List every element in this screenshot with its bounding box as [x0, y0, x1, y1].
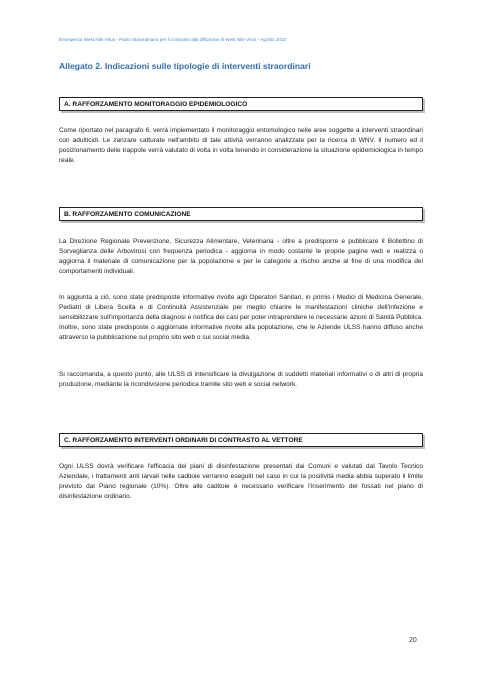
- section-a-heading-box: [59, 97, 423, 111]
- page-number: 20: [409, 637, 417, 644]
- section-a-heading: A. RAFFORZAMENTO MONITORAGGIO EPIDEMIOLOGICO: [64, 100, 248, 108]
- running-header: Emergenza West Nile Virus - Piano Straordinario per il contrasto alla diffusione di West Nile Virus - Agosto 2022: [59, 37, 287, 42]
- section-b-paragraph-1: La Direzione Regionale Prevenzione, Sicurezza Alimentare, Veterinaria - oltre a predisporre e pubblicare il Bollettino di Sorveglianza delle Arbovirosi con frequenza periodica - aggiorna in modo costante le proprie pagine web e realizza o aggiorna il materiale di comunicazione per la popolazione e per le categorie a rischio anche al fine di una modifica dei comportamenti individuali.: [59, 238, 423, 275]
- section-a-paragraph-1: Come riportato nel paragrafo 6. verrà implementato il monitoraggio entomologico nelle aree soggette a interventi straordinari con adulticidi. Le zanzare catturate nell'ambito di tale attività verranno analizzate per la ricerca di WNV. Il numero ed il posizionamento delle trappole verrà valutato di volta in volta tenendo in considerazione la situazione epidemiologica in tempo reale.: [59, 127, 423, 164]
- section-c-paragraph-1: Ogni ULSS dovrà verificare l'efficacia dei piani di disinfestazione presentati dai Comuni e valutati dal Tavolo Tecnico Aziendale, i trattamenti anti larvali nelle caditoie verranno eseguiti nel caso in cui la positività media abbia superato il limite previsto dal Piano regionale (10%). Oltre alle caditoie è necessario verificare l'inserimento dei fossati nel piano di disinfestazione ordinario.: [59, 463, 423, 500]
- section-c-heading: C. RAFFORZAMENTO INTERVENTI ORDINARI DI CONTRASTO AL VETTORE: [64, 436, 303, 444]
- section-b-heading-box: [59, 207, 423, 221]
- section-b-paragraph-3: Si raccomanda, a questo punto, alle ULSS di intensificare la divulgazione di suddetti materiali informativi o di altri di propria produzione, mediante la ricondivisione periodica tramite sito web e social network.: [59, 371, 423, 388]
- section-c-heading-box: [59, 433, 423, 447]
- section-b-heading: B. RAFFORZAMENTO COMUNICAZIONE: [64, 210, 191, 218]
- section-b-paragraph-2: In aggiunta a ciò, sono state predisposte informative rivolte agli Operatori Sanitari, in primis i Medici di Medicina Generale, Pediatri di Libera Scelta e di Continuità Assistenziale per meglio chiarire le manifestazioni cliniche dell'infezione e sensibilizzare sull'importanza della diagnosi e notifica dei casi per poter intraprendere le necessarie azioni di Sanità Pubblica. Inoltre, sono state predisposte o aggiornate informative rivolte alla popolazione, che le Aziende ULSS hanno diffuso anche attraverso la pubblicazione sul proprio sito web o sui social media.: [59, 294, 423, 341]
- annex-title: Allegato 2. Indicazioni sulle tipologie di interventi straordinari: [59, 61, 311, 71]
